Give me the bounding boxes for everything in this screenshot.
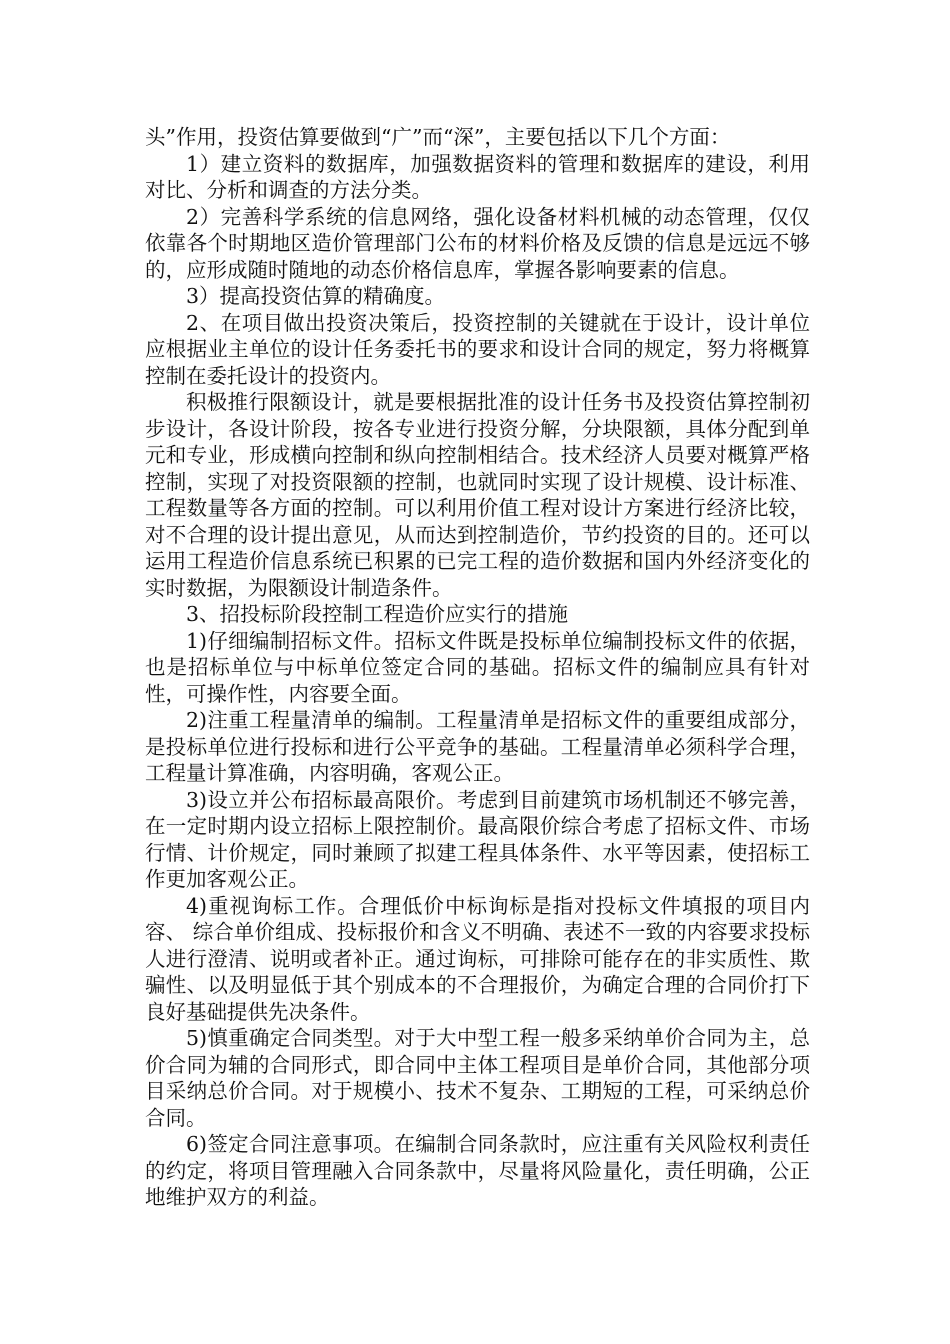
paragraph-item-1: 1）建立资料的数据库，加强数据资料的管理和数据库的建设，利用对比、分析和调查的方法分类。 (145, 151, 810, 202)
paragraph-measure-5: 5)慎重确定合同类型。对于大中型工程一般多采纳单价合同为主，总价合同为辅的合同形式，即合同中主体工程项目是单价合同，其他部分项目采纳总价合同。对于规模小、技术不复杂、工期短的工程，可采纳总价合同。 (145, 1026, 810, 1130)
paragraph-measure-6: 6)签定合同注意事项。在编制合同条款时，应注重有关风险权利责任的约定，将项目管理融入合同条款中，尽量将风险量化，责任明确，公正地维护双方的利益。 (145, 1132, 810, 1209)
paragraph-item-2: 2）完善科学系统的信息网络，强化设备材料机械的动态管理，仅仅依靠各个时期地区造价管理部门公布的材料价格及反馈的信息是远远不够的，应形成随时随地的动态价格信息库，掌握各影响要素的信息。 (145, 204, 810, 282)
paragraph-item-3: 3）提高投资估算的精确度。 (186, 284, 446, 308)
document-body (145, 124, 810, 1211)
paragraph-measure-3: 3)设立并公布招标最高限价。考虑到目前建筑市场机制还不够完善，在一定时期内设立招标上限控制价。最高限价综合考虑了招标文件、市场行情、计价规定，同时兼顾了拟建工程具体条件、水平等因素，使招标工作更加客观公正。 (145, 787, 810, 891)
paragraph-measure-4: 4)重视询标工作。合理低价中标询标是指对投标文件填报的项目内容、 综合单价组成、投标报价和含义不明确、表述不一致的内容要求投标人进行澄清、说明或者补正。通过询标，可排除可能存在的非实质性、欺骗性、以及明显低于其个别成本的不合理报价，为确定合理的合同价打下良好基础提供先决条件。 (145, 893, 810, 1024)
paragraph-section-2: 2、在项目做出投资决策后，投资控制的关键就在于设计，设计单位应根据业主单位的设计任务委托书的要求和设计合同的规定，努力将概算控制在委托设计的投资内。 (145, 310, 810, 388)
paragraph-measure-2: 2)注重工程量清单的编制。工程量清单是招标文件的重要组成部分，是投标单位进行投标和进行公平竞争的基础。工程量清单必须科学合理，工程量计算准确，内容明确，客观公正。 (145, 708, 810, 785)
paragraph-continuation: 头”作用，投资估算要做到“广”而“深”，主要包括以下几个方面： (145, 125, 731, 149)
section-heading-3: 3、招投标阶段控制工程造价应实行的措施 (186, 602, 569, 626)
paragraph-limit-design: 积极推行限额设计，就是要根据批准的设计任务书及投资估算控制初步设计，各设计阶段，按各专业进行投资分解，分块限额，具体分配到单元和专业，形成横向控制和纵向控制相结合。技术经济人员要对概算严格控制，实现了对投资限额的控制，也就同时实现了设计规模、设计标准、工程数量等各方面的控制。可以利用价值工程对设计方案进行经济比较，对不合理的设计提出意见，从而达到控制造价，节约投资的目的。还可以运用工程造价信息系统已积累的已完工程的造价数据和国内外经济变化的实时数据，为限额设计制造条件。 (145, 390, 810, 600)
paragraph-measure-1: 1)仔细编制招标文件。招标文件既是投标单位编制投标文件的依据，也是招标单位与中标单位签定合同的基础。招标文件的编制应具有针对性，可操作性，内容要全面。 (145, 628, 810, 706)
